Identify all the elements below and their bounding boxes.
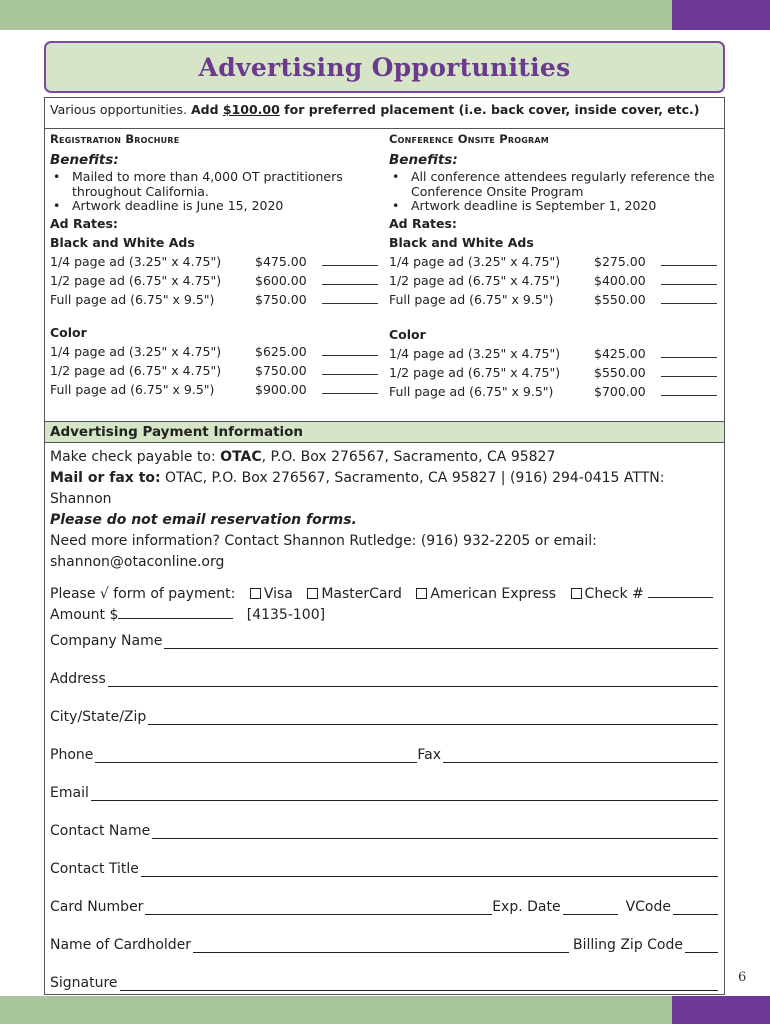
quantity-blank[interactable] <box>322 303 378 304</box>
ad-price: $750.00 <box>255 291 307 307</box>
rate-row <box>389 290 724 309</box>
cardholder-label: Name of Cardholder <box>50 937 192 953</box>
ad-size: 1/2 page ad (6.75" x 4.75") <box>50 272 222 288</box>
form-container <box>44 97 725 995</box>
top-decorative-band <box>0 0 770 30</box>
contact-name-field[interactable] <box>152 824 718 839</box>
phone-field[interactable] <box>95 748 417 763</box>
quantity-blank[interactable] <box>322 393 378 394</box>
ad-size: Full page ad (6.75" x 9.5") <box>389 291 554 307</box>
visa-checkbox[interactable] <box>250 588 261 599</box>
ad-size: 1/4 page ad (3.25" x 4.75") <box>50 343 222 359</box>
check-checkbox[interactable] <box>571 588 582 599</box>
ad-price: $625.00 <box>255 343 307 359</box>
check-org: OTAC <box>220 449 262 465</box>
ad-size: Full page ad (6.75" x 9.5") <box>50 381 215 397</box>
benefit-item: • Artwork deadline is June 15, 2020 <box>50 199 385 214</box>
contact-name-label: Contact Name <box>50 823 151 839</box>
rate-row <box>50 252 385 271</box>
quantity-blank[interactable] <box>661 376 717 377</box>
benefit-item: • All conference attendees regularly reference the Conference Onsite Program <box>389 170 724 199</box>
bw-ads-label: Black and White Ads <box>50 234 195 250</box>
card-number-label: Card Number <box>50 899 144 915</box>
ad-price: $600.00 <box>255 272 307 288</box>
billing-zip-label: Billing Zip Code <box>572 937 683 953</box>
no-email-notice: Please do not email reservation forms. <box>50 512 357 528</box>
quantity-blank[interactable] <box>661 395 717 396</box>
amount-label: Amount $ <box>50 607 119 623</box>
benefits-label: Benefits: <box>389 152 458 168</box>
ad-price: $550.00 <box>594 364 646 380</box>
bw-ads-label: Black and White Ads <box>389 234 534 250</box>
company-name-field[interactable] <box>164 634 718 649</box>
check-address: , P.O. Box 276567, Sacramento, CA 95827 <box>261 449 556 465</box>
payment-method-label: Please √ form of payment: <box>50 586 236 602</box>
email-label: Email <box>50 785 89 801</box>
ad-size: 1/2 page ad (6.75" x 4.75") <box>389 364 561 380</box>
quantity-blank[interactable] <box>322 284 378 285</box>
exp-date-field[interactable] <box>563 900 618 915</box>
ad-rates-label: Ad Rates: <box>50 215 118 231</box>
check-label: Check # <box>584 586 644 602</box>
ad-size: 1/2 page ad (6.75" x 4.75") <box>389 272 561 288</box>
intro-row <box>45 98 724 129</box>
ad-size: 1/4 page ad (3.25" x 4.75") <box>389 253 561 269</box>
check-payable-line <box>50 447 720 468</box>
amex-label: American Express <box>430 586 557 602</box>
rate-row <box>389 363 724 382</box>
column-heading: Registration Brochure <box>50 132 180 146</box>
mastercard-label: MasterCard <box>321 586 402 602</box>
email-field[interactable] <box>91 786 718 801</box>
amex-checkbox[interactable] <box>416 588 427 599</box>
fax-label: Fax <box>417 747 442 763</box>
payment-info <box>50 447 720 626</box>
quantity-blank[interactable] <box>661 265 717 266</box>
ad-size: 1/4 page ad (3.25" x 4.75") <box>389 345 561 361</box>
ad-price: $550.00 <box>594 291 646 307</box>
rate-row <box>389 271 724 290</box>
rate-row <box>389 344 724 363</box>
ad-size: 1/4 page ad (3.25" x 4.75") <box>50 253 222 269</box>
email-row <box>50 781 718 801</box>
info-email: shannon@otaconline.org <box>50 554 225 570</box>
quantity-blank[interactable] <box>322 374 378 375</box>
cardholder-row <box>50 933 718 953</box>
ad-price: $475.00 <box>255 253 307 269</box>
signature-row <box>50 971 718 991</box>
ad-size: Full page ad (6.75" x 9.5") <box>389 383 554 399</box>
color-ads-label: Color <box>389 326 426 342</box>
mail-label: Mail or fax to: <box>50 470 161 486</box>
ad-size: Full page ad (6.75" x 9.5") <box>50 291 215 307</box>
mail-text: OTAC, P.O. Box 276567, Sacramento, CA 95827 | (916) 294-0415 ATTN: Shannon <box>50 470 665 507</box>
fax-field[interactable] <box>443 748 718 763</box>
payment-method-row <box>50 584 720 605</box>
phone-label: Phone <box>50 747 94 763</box>
title-banner <box>44 41 725 93</box>
top-purple-accent <box>672 0 770 30</box>
quantity-blank[interactable] <box>661 284 717 285</box>
address-field[interactable] <box>108 672 718 687</box>
city-state-zip-label: City/State/Zip <box>50 709 147 725</box>
benefits-list <box>389 170 724 214</box>
check-prefix: Make check payable to: <box>50 449 221 465</box>
intro-amount: $100.00 <box>222 102 280 117</box>
city-state-zip-row <box>50 705 718 725</box>
mastercard-checkbox[interactable] <box>307 588 318 599</box>
rate-row <box>50 290 385 309</box>
column-heading: Conference Onsite Program <box>389 132 549 146</box>
vcode-label: VCode <box>625 899 671 915</box>
bottom-purple-accent <box>672 996 770 1024</box>
check-number-field[interactable] <box>648 586 713 598</box>
signature-label: Signature <box>50 975 118 991</box>
contact-title-row <box>50 857 718 877</box>
rate-row <box>50 361 385 380</box>
quantity-blank[interactable] <box>322 265 378 266</box>
quantity-blank[interactable] <box>322 355 378 356</box>
rate-row <box>50 380 385 399</box>
bottom-decorative-band <box>0 996 770 1024</box>
company-name-label: Company Name <box>50 633 163 649</box>
phone-fax-row <box>50 743 718 763</box>
rate-row <box>389 382 724 401</box>
benefit-item: • Artwork deadline is September 1, 2020 <box>389 199 724 214</box>
color-ads-label: Color <box>50 324 87 340</box>
amount-code: [4135-100] <box>246 607 326 623</box>
mail-fax-line <box>50 468 720 510</box>
page-title: Advertising Opportunities <box>198 52 571 82</box>
amount-row <box>50 605 720 626</box>
company-name-row <box>50 629 718 649</box>
visa-label: Visa <box>263 586 293 602</box>
ad-size: 1/2 page ad (6.75" x 4.75") <box>50 362 222 378</box>
signature-field[interactable] <box>120 976 718 991</box>
ad-price: $400.00 <box>594 272 646 288</box>
exp-date-label: Exp. Date <box>492 899 561 915</box>
ad-price: $425.00 <box>594 345 646 361</box>
registration-brochure-column <box>50 132 385 399</box>
vcode-field[interactable] <box>673 900 718 915</box>
intro-suffix: for preferred placement (i.e. back cover, inside cover, etc.) <box>279 102 700 117</box>
rate-row <box>50 342 385 361</box>
benefits-label: Benefits: <box>50 152 119 168</box>
intro-add: Add <box>190 102 223 117</box>
conference-program-column <box>389 132 724 401</box>
amount-field[interactable] <box>118 607 233 619</box>
ad-price: $900.00 <box>255 381 307 397</box>
contact-title-field[interactable] <box>141 862 718 877</box>
info-line: Need more information? Contact Shannon Rutledge: (916) 932-2205 or email: <box>50 533 597 549</box>
ad-price: $700.00 <box>594 383 646 399</box>
contact-name-row <box>50 819 718 839</box>
card-row <box>50 895 718 915</box>
ad-price: $750.00 <box>255 362 307 378</box>
card-number-field[interactable] <box>145 900 492 915</box>
page-number: 6 <box>738 970 747 985</box>
ad-price: $275.00 <box>594 253 646 269</box>
rate-row <box>389 252 724 271</box>
benefits-list <box>50 170 385 214</box>
city-state-zip-field[interactable] <box>148 710 718 725</box>
benefit-item: • Mailed to more than 4,000 OT practitioners throughout California. <box>50 170 385 199</box>
cardholder-field[interactable] <box>193 938 569 953</box>
rate-row <box>50 271 385 290</box>
quantity-blank[interactable] <box>661 303 717 304</box>
billing-zip-field[interactable] <box>685 938 718 953</box>
ad-rates-label: Ad Rates: <box>389 215 457 231</box>
address-row <box>50 667 718 687</box>
address-label: Address <box>50 671 106 687</box>
contact-title-label: Contact Title <box>50 861 139 877</box>
payment-section-header: Advertising Payment Information <box>45 421 724 443</box>
intro-prefix: Various opportunities. <box>50 102 191 117</box>
quantity-blank[interactable] <box>661 357 717 358</box>
